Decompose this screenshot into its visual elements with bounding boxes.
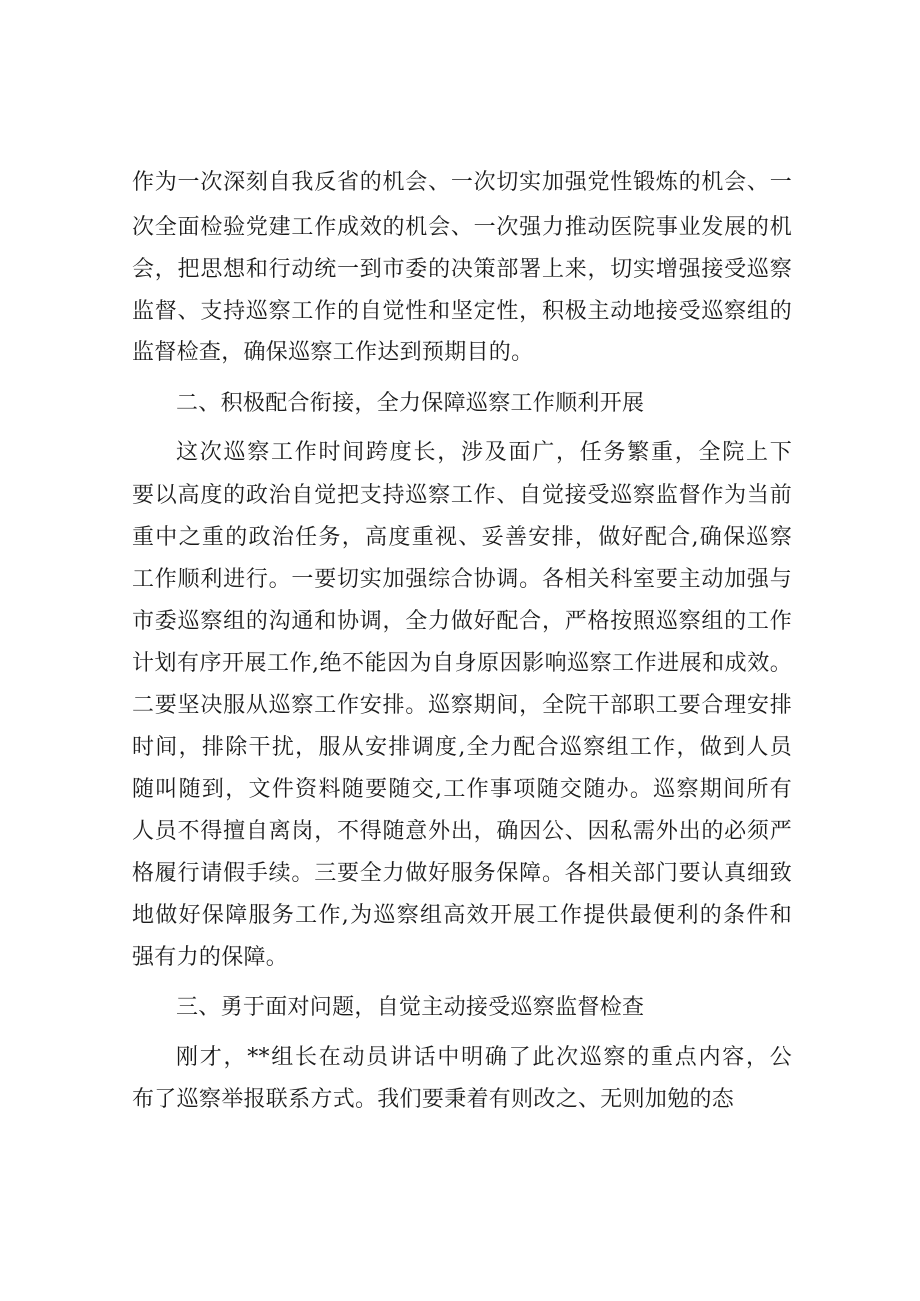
paragraph-2-line-11: 格履行请假手续。三要全力做好服务保障。各相关部门要认真细致	[132, 861, 792, 886]
paragraph-2-line-9: 随叫随到，文件资料随要随交,工作事项随交随办。巡察期间所有	[132, 777, 792, 802]
paragraph-2-line-7: 二要坚决服从巡察工作安排。巡察期间，全院干部职工要合理安排	[132, 693, 792, 718]
paragraph-1-line-2: 次全面检验党建工作成效的机会、一次强力推动医院事业发展的机	[132, 215, 792, 240]
paragraph-2-line-5: 市委巡察组的沟通和协调，全力做好配合，严格按照巡察组的工作	[132, 609, 792, 634]
section-heading-3: 三、勇于面对问题，自觉主动接受巡察监督检查	[176, 995, 645, 1020]
paragraph-2-line-13: 强有力的保障。	[132, 945, 289, 970]
paragraph-1-line-4: 监督、支持巡察工作的自觉性和坚定性，积极主动地接受巡察组的	[132, 299, 792, 324]
paragraph-2-line-10: 人员不得擅自离岗，不得随意外出，确因公、因私需外出的必须严	[132, 819, 792, 844]
paragraph-2-line-4: 工作顺利进行。一要切实加强综合协调。各相关科室要主动加强与	[132, 567, 792, 592]
paragraph-2-line-3: 重中之重的政治任务，高度重视、妥善安排，做好配合,确保巡察	[132, 525, 792, 550]
paragraph-2-line-1: 这次巡察工作时间跨度长，涉及面广，任务繁重，全院上下	[176, 440, 792, 465]
paragraph-2-line-8: 时间，排除干扰，服从安排调度,全力配合巡察组工作，做到人员	[132, 735, 792, 760]
paragraph-1-line-1: 作为一次深刻自我反省的机会、一次切实加强党性锻炼的机会、一	[132, 170, 792, 195]
section-heading-2: 二、积极配合衔接，全力保障巡察工作顺利开展	[176, 391, 645, 416]
paragraph-3-line-2: 布了巡察举报联系方式。我们要秉着有则改之、无则加勉的态	[132, 1087, 735, 1112]
paragraph-3-line-1: 刚才，**组长在动员讲话中明确了此次巡察的重点内容，公	[176, 1045, 792, 1070]
paragraph-1-line-5: 监督检查，确保巡察工作达到预期目的。	[132, 340, 534, 365]
paragraph-1-line-3: 会，把思想和行动统一到市委的决策部署上来，切实增强接受巡察	[132, 257, 792, 282]
document-body	[132, 0, 792, 1301]
paragraph-2-line-12: 地做好保障服务工作,为巡察组高效开展工作提供最便利的条件和	[132, 903, 792, 928]
paragraph-2-line-6: 计划有序开展工作,绝不能因为自身原因影响巡察工作进展和成效。	[132, 651, 792, 676]
paragraph-2-line-2: 要以高度的政治自觉把支持巡察工作、自觉接受巡察监督作为当前	[132, 483, 792, 508]
